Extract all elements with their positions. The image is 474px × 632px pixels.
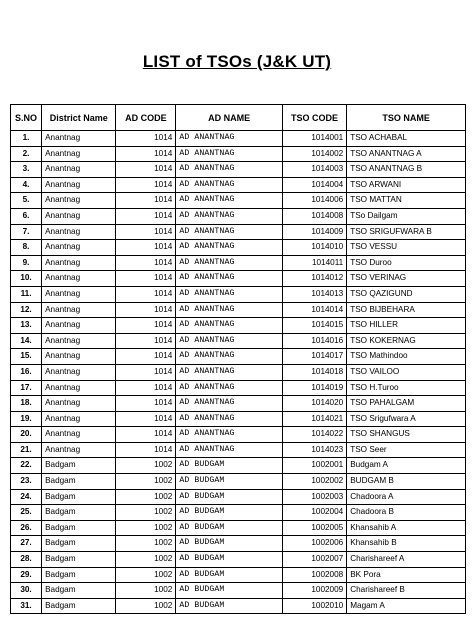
cell-tso-name: Budgam A [347, 458, 466, 474]
cell-ad-name: AD BUDGAM [176, 458, 283, 474]
cell-tso-name: TSO ANANTNAG B [347, 162, 466, 178]
cell-ad-name: AD BUDGAM [176, 489, 283, 505]
cell-tso-code: 1014003 [282, 162, 346, 178]
cell-ad-name: AD ANANTNAG [176, 442, 283, 458]
cell-tso-code: 1014009 [282, 224, 346, 240]
cell-tso-code: 1002003 [282, 489, 346, 505]
cell-district-name: Anantnag [42, 177, 116, 193]
cell-ad-code: 1014 [116, 271, 176, 287]
table-row [11, 427, 466, 443]
cell-tso-code: 1014015 [282, 318, 346, 334]
cell-tso-name: Khansahib B [347, 536, 466, 552]
cell-tso-code: 1014018 [282, 364, 346, 380]
cell-tso-name: BK Pora [347, 567, 466, 583]
cell-tso-code: 1002010 [282, 598, 346, 614]
cell-sno: 24. [11, 489, 42, 505]
cell-tso-code: 1014004 [282, 177, 346, 193]
cell-sno: 7. [11, 224, 42, 240]
cell-district-name: Anantnag [42, 333, 116, 349]
cell-ad-code: 1014 [116, 442, 176, 458]
table-row [11, 162, 466, 178]
cell-ad-code: 1002 [116, 505, 176, 521]
cell-ad-name: AD ANANTNAG [176, 380, 283, 396]
cell-ad-name: AD ANANTNAG [176, 271, 283, 287]
cell-ad-name: AD BUDGAM [176, 567, 283, 583]
cell-district-name: Anantnag [42, 442, 116, 458]
table-row [11, 396, 466, 412]
cell-sno: 28. [11, 552, 42, 568]
cell-sno: 17. [11, 380, 42, 396]
cell-tso-name: TSO Srigufwara A [347, 411, 466, 427]
table-row [11, 505, 466, 521]
cell-sno: 20. [11, 427, 42, 443]
cell-ad-name: AD ANANTNAG [176, 318, 283, 334]
cell-ad-code: 1002 [116, 520, 176, 536]
table-row [11, 474, 466, 490]
cell-ad-code: 1014 [116, 318, 176, 334]
cell-tso-code: 1002006 [282, 536, 346, 552]
cell-ad-code: 1014 [116, 380, 176, 396]
cell-sno: 16. [11, 364, 42, 380]
cell-ad-name: AD ANANTNAG [176, 177, 283, 193]
table-row [11, 349, 466, 365]
cell-sno: 12. [11, 302, 42, 318]
cell-district-name: Badgam [42, 598, 116, 614]
cell-ad-name: AD ANANTNAG [176, 240, 283, 256]
cell-ad-name: AD ANANTNAG [176, 131, 283, 147]
cell-ad-name: AD ANANTNAG [176, 146, 283, 162]
table-row [11, 146, 466, 162]
cell-ad-code: 1014 [116, 286, 176, 302]
cell-district-name: Anantnag [42, 411, 116, 427]
cell-sno: 27. [11, 536, 42, 552]
cell-sno: 31. [11, 598, 42, 614]
header-district-name: District Name [42, 105, 116, 131]
cell-district-name: Anantnag [42, 302, 116, 318]
cell-tso-name: BUDGAM B [347, 474, 466, 490]
cell-ad-name: AD ANANTNAG [176, 193, 283, 209]
table-row [11, 442, 466, 458]
cell-ad-name: AD ANANTNAG [176, 162, 283, 178]
cell-ad-code: 1014 [116, 411, 176, 427]
cell-tso-name: TSO HILLER [347, 318, 466, 334]
cell-ad-code: 1002 [116, 458, 176, 474]
table-row [11, 286, 466, 302]
cell-ad-name: AD ANANTNAG [176, 427, 283, 443]
cell-tso-name: TSo Dailgam [347, 208, 466, 224]
cell-sno: 14. [11, 333, 42, 349]
cell-district-name: Anantnag [42, 193, 116, 209]
cell-sno: 29. [11, 567, 42, 583]
cell-district-name: Badgam [42, 474, 116, 490]
cell-tso-name: Charishareef B [347, 583, 466, 599]
cell-sno: 9. [11, 255, 42, 271]
cell-district-name: Badgam [42, 458, 116, 474]
cell-ad-name: AD ANANTNAG [176, 224, 283, 240]
cell-district-name: Anantnag [42, 380, 116, 396]
cell-ad-code: 1014 [116, 131, 176, 147]
cell-tso-name: Khansahib A [347, 520, 466, 536]
table-row [11, 131, 466, 147]
cell-tso-code: 1014017 [282, 349, 346, 365]
table-row [11, 411, 466, 427]
cell-district-name: Anantnag [42, 396, 116, 412]
cell-tso-name: TSO Duroo [347, 255, 466, 271]
header-tso-code: TSO CODE [282, 105, 346, 131]
cell-ad-code: 1014 [116, 333, 176, 349]
cell-ad-name: AD BUDGAM [176, 536, 283, 552]
cell-tso-code: 1014014 [282, 302, 346, 318]
table-row [11, 567, 466, 583]
table-row [11, 193, 466, 209]
cell-sno: 1. [11, 131, 42, 147]
cell-district-name: Anantnag [42, 131, 116, 147]
cell-district-name: Badgam [42, 520, 116, 536]
cell-sno: 13. [11, 318, 42, 334]
cell-ad-code: 1002 [116, 598, 176, 614]
cell-tso-code: 1002008 [282, 567, 346, 583]
cell-tso-name: TSO Mathindoo [347, 349, 466, 365]
table-row [11, 224, 466, 240]
cell-sno: 3. [11, 162, 42, 178]
cell-ad-name: AD ANANTNAG [176, 302, 283, 318]
cell-ad-name: AD ANANTNAG [176, 255, 283, 271]
cell-sno: 15. [11, 349, 42, 365]
table-row [11, 255, 466, 271]
cell-tso-name: TSO BIJBEHARA [347, 302, 466, 318]
cell-district-name: Badgam [42, 536, 116, 552]
cell-ad-code: 1014 [116, 146, 176, 162]
header-tso-name: TSO NAME [347, 105, 466, 131]
cell-district-name: Anantnag [42, 286, 116, 302]
cell-district-name: Badgam [42, 567, 116, 583]
cell-ad-name: AD ANANTNAG [176, 208, 283, 224]
cell-ad-code: 1002 [116, 567, 176, 583]
cell-tso-name: TSO H.Turoo [347, 380, 466, 396]
cell-tso-code: 1014001 [282, 131, 346, 147]
table-header-row [11, 105, 466, 131]
cell-tso-code: 1002007 [282, 552, 346, 568]
cell-district-name: Anantnag [42, 318, 116, 334]
cell-tso-name: Chadoora B [347, 505, 466, 521]
cell-ad-code: 1014 [116, 240, 176, 256]
header-sno: S.NO [11, 105, 42, 131]
cell-tso-code: 1014023 [282, 442, 346, 458]
cell-ad-code: 1014 [116, 302, 176, 318]
cell-tso-code: 1014021 [282, 411, 346, 427]
cell-tso-name: TSO Seer [347, 442, 466, 458]
cell-district-name: Anantnag [42, 208, 116, 224]
cell-ad-code: 1002 [116, 474, 176, 490]
cell-ad-code: 1014 [116, 193, 176, 209]
cell-ad-code: 1002 [116, 489, 176, 505]
cell-tso-name: TSO VESSU [347, 240, 466, 256]
table-row [11, 598, 466, 614]
cell-tso-name: TSO KOKERNAG [347, 333, 466, 349]
cell-sno: 19. [11, 411, 42, 427]
table-row [11, 208, 466, 224]
table-row [11, 583, 466, 599]
cell-district-name: Anantnag [42, 364, 116, 380]
cell-tso-name: TSO SRIGUFWARA B [347, 224, 466, 240]
cell-ad-code: 1014 [116, 364, 176, 380]
cell-tso-name: TSO ANANTNAG A [347, 146, 466, 162]
cell-sno: 6. [11, 208, 42, 224]
cell-district-name: Anantnag [42, 427, 116, 443]
cell-tso-code: 1014006 [282, 193, 346, 209]
cell-ad-code: 1014 [116, 396, 176, 412]
cell-ad-code: 1014 [116, 208, 176, 224]
cell-tso-code: 1014016 [282, 333, 346, 349]
cell-district-name: Anantnag [42, 255, 116, 271]
cell-district-name: Badgam [42, 583, 116, 599]
header-ad-code: AD CODE [116, 105, 176, 131]
cell-ad-code: 1014 [116, 177, 176, 193]
cell-sno: 26. [11, 520, 42, 536]
cell-district-name: Badgam [42, 552, 116, 568]
cell-tso-code: 1014002 [282, 146, 346, 162]
cell-sno: 11. [11, 286, 42, 302]
table-row [11, 458, 466, 474]
cell-district-name: Anantnag [42, 240, 116, 256]
cell-tso-code: 1014013 [282, 286, 346, 302]
cell-ad-name: AD BUDGAM [176, 552, 283, 568]
cell-tso-code: 1002005 [282, 520, 346, 536]
cell-ad-name: AD ANANTNAG [176, 333, 283, 349]
cell-tso-code: 1014012 [282, 271, 346, 287]
cell-tso-code: 1014019 [282, 380, 346, 396]
cell-ad-name: AD ANANTNAG [176, 364, 283, 380]
cell-district-name: Badgam [42, 489, 116, 505]
cell-tso-code: 1002002 [282, 474, 346, 490]
cell-ad-name: AD BUDGAM [176, 583, 283, 599]
cell-sno: 2. [11, 146, 42, 162]
cell-district-name: Anantnag [42, 271, 116, 287]
cell-tso-code: 1002004 [282, 505, 346, 521]
cell-ad-name: AD BUDGAM [176, 598, 283, 614]
cell-district-name: Anantnag [42, 349, 116, 365]
cell-ad-code: 1014 [116, 162, 176, 178]
cell-ad-code: 1014 [116, 427, 176, 443]
cell-tso-code: 1014011 [282, 255, 346, 271]
cell-tso-name: Chadoora A [347, 489, 466, 505]
table-row [11, 536, 466, 552]
cell-sno: 23. [11, 474, 42, 490]
cell-ad-code: 1014 [116, 255, 176, 271]
cell-district-name: Badgam [42, 505, 116, 521]
cell-sno: 22. [11, 458, 42, 474]
cell-tso-code: 1014020 [282, 396, 346, 412]
cell-tso-name: TSO SHANGUS [347, 427, 466, 443]
cell-tso-name: TSO VAILOO [347, 364, 466, 380]
cell-tso-code: 1014008 [282, 208, 346, 224]
table-row [11, 177, 466, 193]
cell-district-name: Anantnag [42, 146, 116, 162]
tso-table [10, 104, 466, 614]
cell-ad-code: 1002 [116, 583, 176, 599]
cell-district-name: Anantnag [42, 224, 116, 240]
cell-ad-code: 1014 [116, 224, 176, 240]
cell-ad-name: AD ANANTNAG [176, 396, 283, 412]
cell-tso-name: TSO VERINAG [347, 271, 466, 287]
cell-tso-name: TSO ACHABAL [347, 131, 466, 147]
cell-tso-code: 1014010 [282, 240, 346, 256]
cell-ad-name: AD BUDGAM [176, 505, 283, 521]
cell-tso-name: TSO MATTAN [347, 193, 466, 209]
cell-ad-name: AD BUDGAM [176, 520, 283, 536]
cell-sno: 8. [11, 240, 42, 256]
table-row [11, 364, 466, 380]
table-row [11, 318, 466, 334]
cell-tso-name: Charishareef A [347, 552, 466, 568]
cell-sno: 10. [11, 271, 42, 287]
table-body [11, 131, 466, 614]
table-row [11, 489, 466, 505]
table-row [11, 552, 466, 568]
cell-ad-name: AD ANANTNAG [176, 286, 283, 302]
table-row [11, 520, 466, 536]
cell-tso-name: TSO ARWANI [347, 177, 466, 193]
cell-tso-name: TSO PAHALGAM [347, 396, 466, 412]
header-ad-name: AD NAME [176, 105, 283, 131]
cell-ad-name: AD BUDGAM [176, 474, 283, 490]
cell-sno: 30. [11, 583, 42, 599]
table-row [11, 380, 466, 396]
cell-tso-name: Magam A [347, 598, 466, 614]
cell-ad-name: AD ANANTNAG [176, 411, 283, 427]
table-row [11, 302, 466, 318]
cell-sno: 25. [11, 505, 42, 521]
cell-ad-code: 1002 [116, 552, 176, 568]
table-row [11, 271, 466, 287]
cell-tso-code: 1014022 [282, 427, 346, 443]
cell-district-name: Anantnag [42, 162, 116, 178]
table-row [11, 333, 466, 349]
cell-ad-code: 1002 [116, 536, 176, 552]
cell-tso-code: 1002009 [282, 583, 346, 599]
cell-ad-code: 1014 [116, 349, 176, 365]
cell-ad-name: AD ANANTNAG [176, 349, 283, 365]
cell-tso-name: TSO QAZIGUND [347, 286, 466, 302]
table-row [11, 240, 466, 256]
cell-sno: 4. [11, 177, 42, 193]
cell-sno: 21. [11, 442, 42, 458]
page-title: LIST of TSOs (J&K UT) [142, 52, 332, 71]
cell-sno: 5. [11, 193, 42, 209]
cell-tso-code: 1002001 [282, 458, 346, 474]
cell-sno: 18. [11, 396, 42, 412]
